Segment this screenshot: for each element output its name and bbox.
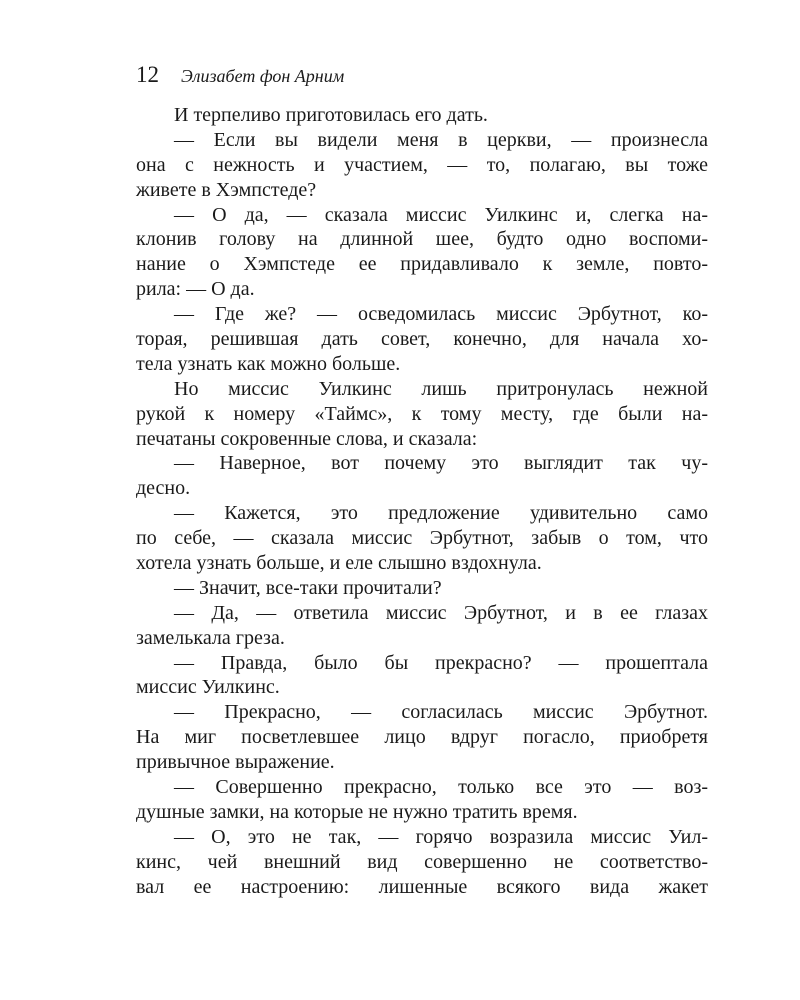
text-line: замелькала греза. (136, 626, 285, 649)
body-text (136, 103, 708, 900)
text-line: рила: — О да. (136, 278, 255, 301)
text-line: хотела узнать больше, и еле слышно вздохнула. (136, 552, 542, 575)
text-line: — О, это не так, — горячо возразила миссис Уил- (174, 825, 708, 848)
page-header (136, 62, 344, 92)
page-number: 12 (136, 62, 159, 87)
text-line: она с нежность и участием, — то, полагаю, вы тоже (136, 153, 708, 176)
text-line: кинс, чей внешний вид совершенно не соответство- (136, 850, 708, 873)
text-line: И терпеливо приготовилась его дать. (174, 104, 488, 126)
text-line: живете в Хэмпстеде? (136, 178, 317, 201)
text-line: печатаны сокровенные слова, и сказала: (136, 427, 478, 450)
text-line: Но миссис Уилкинс лишь притронулась нежной (174, 377, 708, 400)
text-line: — Правда, было бы прекрасно? — прошептала (174, 651, 708, 674)
text-line: — Наверное, вот почему это выглядит так чу- (174, 452, 708, 475)
text-line: — Где же? — осведомилась миссис Эрбутнот, ко- (174, 303, 708, 326)
text-line: торая, решившая дать совет, конечно, для начала хо- (136, 328, 708, 351)
text-line: рукой к номеру «Таймс», к тому месту, где были на- (136, 402, 708, 425)
text-line: — Если вы видели меня в церкви, — произнесла (174, 128, 708, 151)
text-line: клонив голову на длинной шее, будто одно воспоми- (136, 228, 708, 251)
text-line: — О да, — сказала миссис Уилкинс и, слегка на- (174, 203, 708, 226)
text-line: На миг посветлевшее лицо вдруг погасло, приобретя (136, 726, 708, 749)
text-line: — Совершенно прекрасно, только все это — воз- (174, 776, 708, 799)
text-line: привычное выражение. (136, 751, 335, 774)
text-line: — Кажется, это предложение удивительно само (174, 502, 708, 525)
running-title: Элизабет фон Арним (181, 66, 345, 86)
text-line: нание о Хэмпстеде ее придавливало к земле, повто- (136, 253, 708, 276)
text-line: вал ее настроению: лишенные всякого вида жакет (136, 875, 708, 898)
text-line: — Значит, все-таки прочитали? (174, 576, 442, 599)
text-line: — Да, — ответила миссис Эрбутнот, и в ее глазах (174, 601, 708, 624)
text-line: душные замки, на которые не нужно тратить время. (136, 800, 578, 823)
text-line: миссис Уилкинс. (136, 676, 280, 699)
text-line: по себе, — сказала миссис Эрбутнот, забыв о том, что (136, 527, 708, 550)
text-line: десно. (136, 477, 191, 500)
text-line: тела узнать как можно больше. (136, 352, 401, 375)
text-line: — Прекрасно, — согласилась миссис Эрбутнот. (174, 701, 708, 724)
